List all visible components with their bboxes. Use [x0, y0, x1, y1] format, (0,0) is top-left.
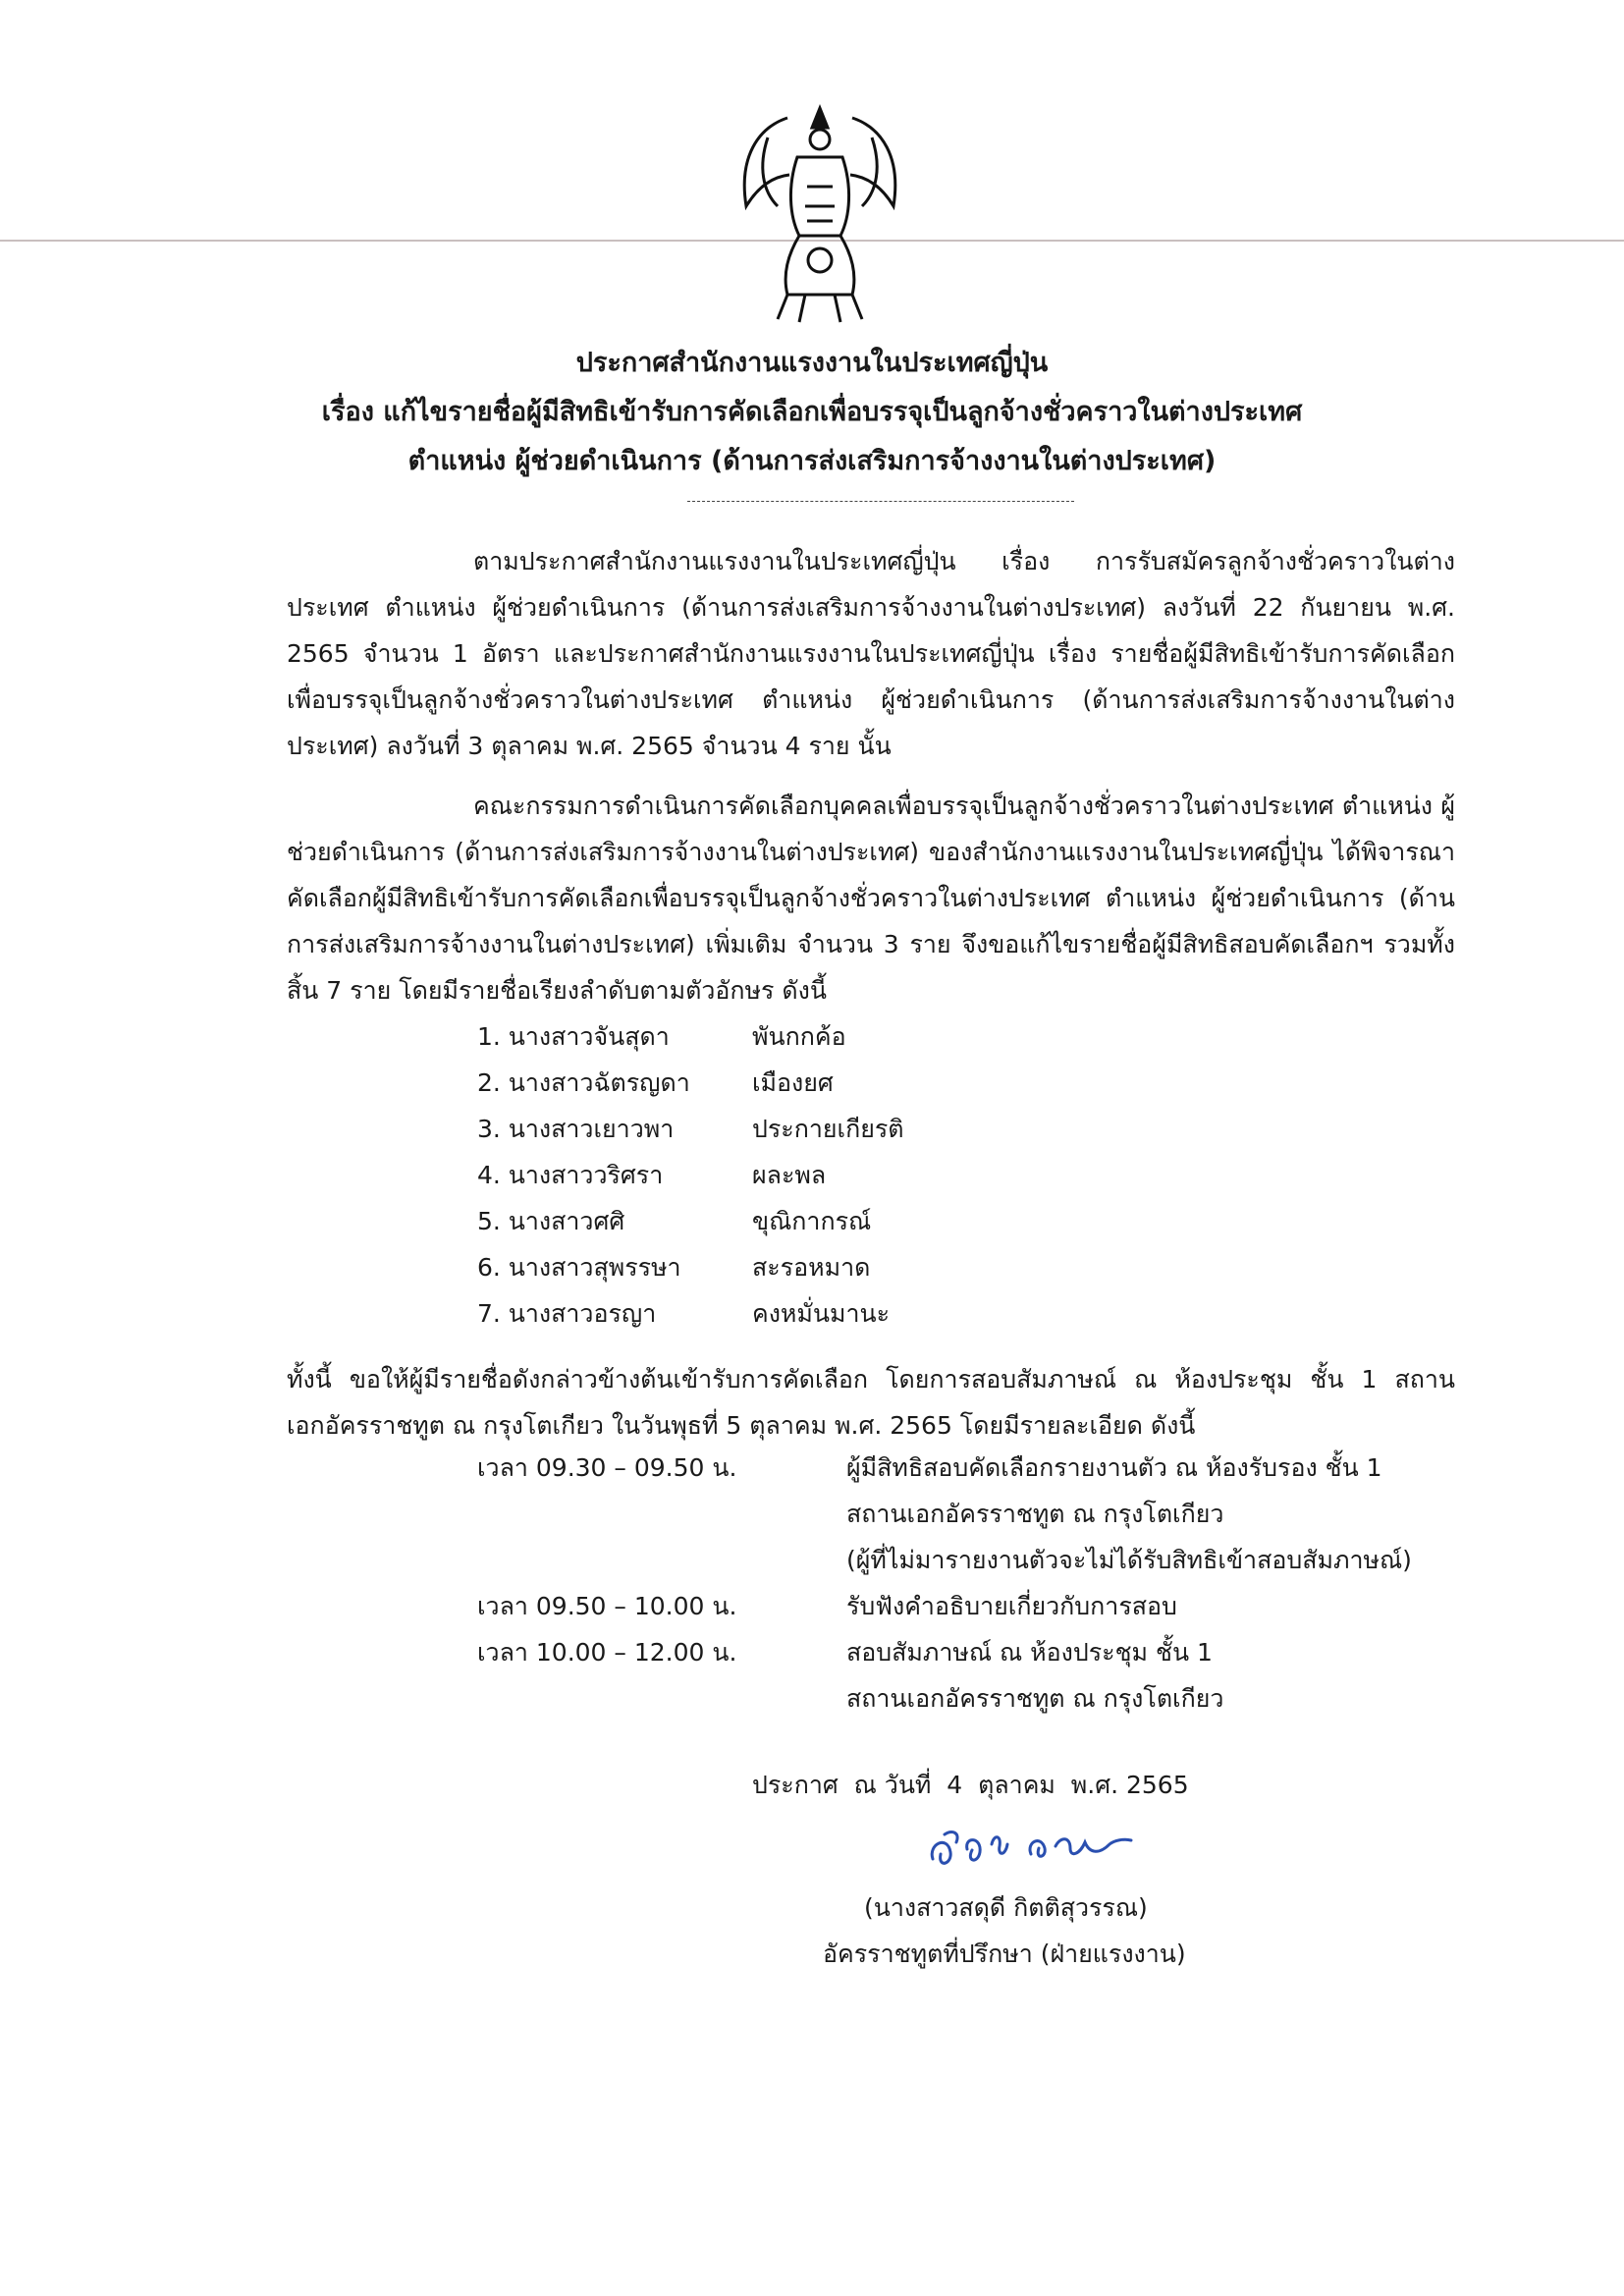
schedule-time: เวลา 10.00 – 12.00 น. — [477, 1638, 737, 1667]
candidate-first-name: 7. นางสาวอรญา — [477, 1299, 657, 1328]
schedule-time: เวลา 09.50 – 10.00 น. — [477, 1592, 737, 1620]
header-divider — [687, 501, 1074, 502]
header-position: ตำแหน่ง ผู้ช่วยดำเนินการ (ด้านการส่งเสริมการจ้างงานในต่างประเทศ) — [407, 446, 1217, 476]
candidate-last-name: พันกกค้อ — [752, 1022, 846, 1051]
schedule-description — [846, 1629, 1475, 1722]
garuda-emblem-icon — [729, 98, 911, 324]
paragraph-closing: ทั้งนี้ ขอให้ผู้มีรายชื่อดังกล่าวข้างต้นเข้ารับการคัดเลือก โดยการสอบสัมภาษณ์ ณ ห้องประชุม ชั้น 1 สถานเอกอัครราชทูต ณ กรุงโตเกียว ในวันพุธที่ 5 ตุลาคม พ.ศ. 2565 โดยมีรายละเอียด ดังนี้ — [287, 1365, 1455, 1440]
header-title: ประกาศสำนักงานแรงงานในประเทศญี่ปุ่น — [575, 348, 1049, 378]
schedule-line: สถานเอกอัครราชทูต ณ กรุงโตเกียว — [846, 1684, 1224, 1713]
paragraph-committee — [287, 783, 1455, 1013]
schedule-line: สถานเอกอัครราชทูต ณ กรุงโตเกียว — [846, 1500, 1224, 1528]
schedule-line: สอบสัมภาษณ์ ณ ห้องประชุม ชั้น 1 — [846, 1638, 1213, 1667]
candidate-last-name: สะรอหมาด — [752, 1253, 871, 1282]
candidate-first-name: 5. นางสาวศศิ — [477, 1207, 625, 1235]
paragraph-committee-text: คณะกรรมการดำเนินการคัดเลือกบุคคลเพื่อบรรจุเป็นลูกจ้างชั่วคราวในต่างประเทศ ตำแหน่ง ผู้ช่วยดำเนินการ (ด้านการส่งเสริมการจ้างงานในต่างประเทศ) ของสำนักงานแรงงานในประเทศญี่ปุ่น ได้พิจารณาคัดเลือกผู้มีสิทธิเข้ารับการคัดเลือกเพื่อบรรจุเป็นลูกจ้างชั่วคราวในต่างประเทศ ตำแหน่ง ผู้ช่วยดำเนินการ (ด้านการส่งเสริมการจ้างงานในต่างประเทศ) เพิ่มเติม จำนวน 3 ราย จึงขอแก้ไขรายชื่อผู้มีสิทธิสอบคัดเลือกฯ รวมทั้งสิ้น 7 ราย โดยมีรายชื่อเรียงลำดับตามตัวอักษร ดังนี้ — [287, 792, 1455, 1005]
paragraph-reference-text: ตามประกาศสำนักงานแรงงานในประเทศญี่ปุ่น เรื่อง การรับสมัครลูกจ้างชั่วคราวในต่างประเทศ ตำแหน่ง ผู้ช่วยดำเนินการ (ด้านการส่งเสริมการจ้างงานในต่างประเทศ) ลงวันที่ 22 กันยายน พ.ศ. 2565 จำนวน 1 อัตรา และประกาศสำนักงานแรงงานในประเทศญี่ปุ่น เรื่อง รายชื่อผู้มีสิทธิเข้ารับการคัดเลือกเพื่อบรรจุเป็นลูกจ้างชั่วคราวในต่างประเทศ ตำแหน่ง ผู้ช่วยดำเนินการ (ด้านการส่งเสริมการจ้างงานในต่างประเทศ) ลงวันที่ 3 ตุลาคม พ.ศ. 2565 จำนวน 4 ราย นั้น — [287, 547, 1455, 760]
schedule-row — [477, 1629, 1475, 1722]
schedule-description — [846, 1445, 1475, 1583]
header-subject: เรื่อง แก้ไขรายชื่อผู้มีสิทธิเข้ารับการคัดเลือกเพื่อบรรจุเป็นลูกจ้างชั่วคราวในต่างประเทศ — [321, 397, 1303, 427]
interview-schedule — [477, 1445, 1475, 1722]
list-item — [477, 1106, 904, 1152]
candidate-first-name: 4. นางสาววริศรา — [477, 1161, 664, 1189]
candidate-first-name: 3. นางสาวเยาวพา — [477, 1115, 675, 1143]
schedule-time: เวลา 09.30 – 09.50 น. — [477, 1453, 737, 1482]
list-item — [477, 1290, 904, 1337]
schedule-line: (ผู้ที่ไม่มารายงานตัวจะไม่ได้รับสิทธิเข้าสอบสัมภาษณ์) — [846, 1546, 1412, 1574]
signer-title: อัครราชทูตที่ปรึกษา (ฝ่ายแรงงาน) — [823, 1940, 1186, 1968]
candidate-first-name: 1. นางสาวจันสุดา — [477, 1022, 670, 1051]
list-item — [477, 1152, 904, 1198]
candidate-list — [477, 1013, 904, 1337]
list-item — [477, 1060, 904, 1106]
signer-name: (นางสาวสดุดี กิตติสุวรรณ) — [864, 1893, 1148, 1922]
announcement-date: ประกาศ ณ วันที่ 4 ตุลาคม พ.ศ. 2565 — [752, 1771, 1189, 1799]
candidate-first-name: 2. นางสาวฉัตรญดา — [477, 1068, 690, 1097]
list-item — [477, 1013, 904, 1060]
candidate-first-name: 6. นางสาวสุพรรษา — [477, 1253, 681, 1282]
list-item — [477, 1244, 904, 1290]
schedule-row — [477, 1583, 1475, 1629]
schedule-description — [846, 1583, 1475, 1629]
schedule-line: ผู้มีสิทธิสอบคัดเลือกรายงานตัว ณ ห้องรับรอง ชั้น 1 — [846, 1453, 1382, 1482]
candidate-last-name: ผละพล — [752, 1161, 827, 1189]
list-item — [477, 1198, 904, 1244]
candidate-last-name: เมืองยศ — [752, 1068, 834, 1097]
paragraph-reference — [287, 538, 1455, 769]
schedule-row — [477, 1445, 1475, 1583]
schedule-line: รับฟังคำอธิบายเกี่ยวกับการสอบ — [846, 1592, 1177, 1620]
candidate-last-name: คงหมั่นมานะ — [752, 1299, 891, 1328]
candidate-last-name: ประกายเกียรติ — [752, 1115, 904, 1143]
candidate-last-name: ขุณิกากรณ์ — [752, 1207, 872, 1235]
handwritten-signature-icon — [923, 1815, 1139, 1884]
